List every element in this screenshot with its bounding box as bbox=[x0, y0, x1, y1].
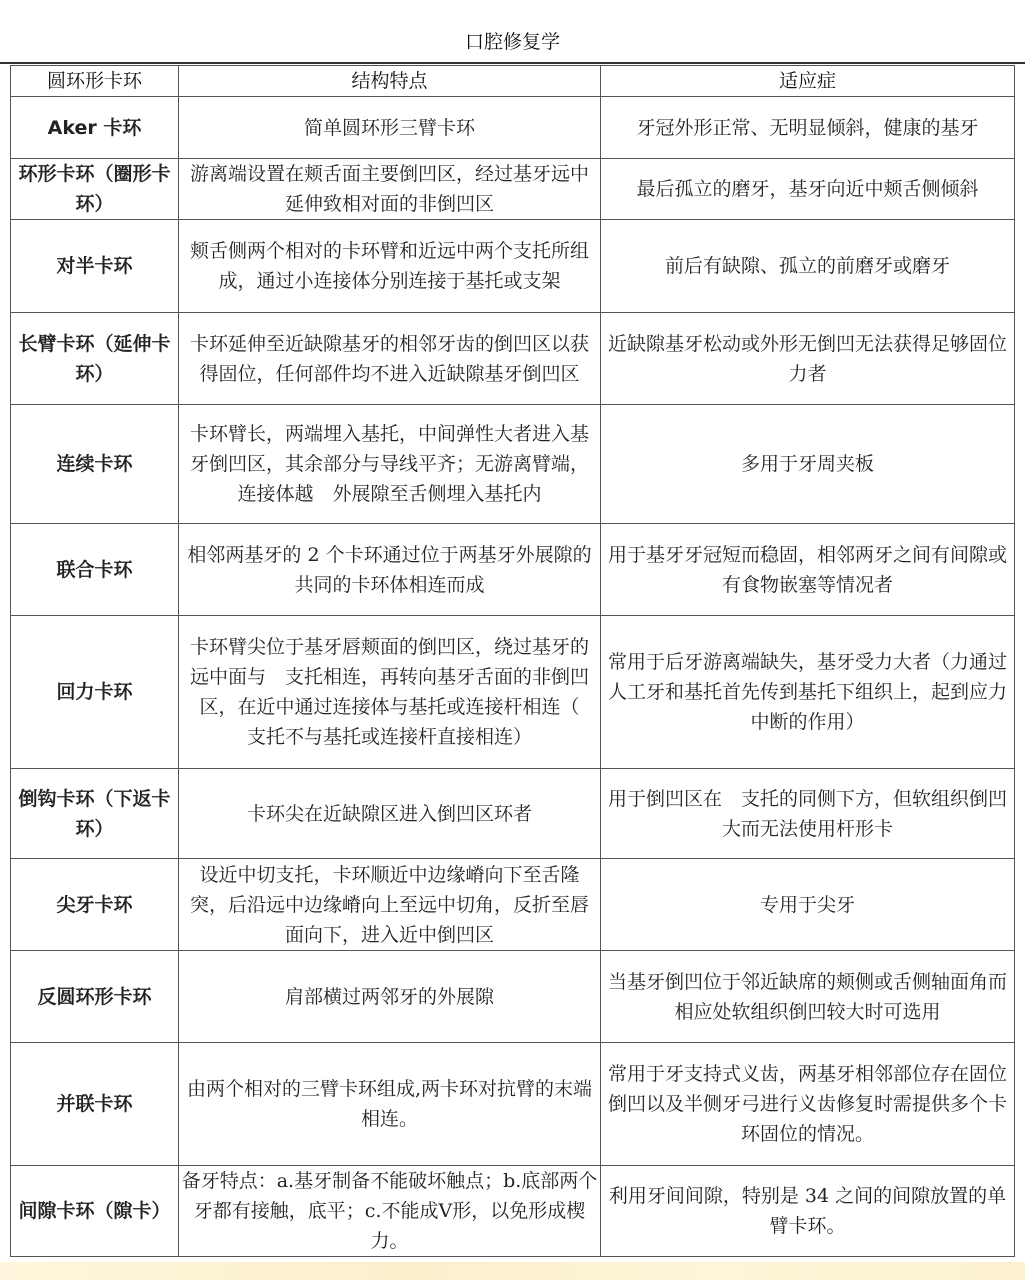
clasp-indication: 常用于后牙游离端缺失，基牙受力大者（力通过人工牙和基托首先传到基托下组织上，起到应力中断的作用） bbox=[601, 616, 1015, 769]
page-title: 口腔修复学 bbox=[464, 31, 560, 53]
clasp-structure: 颊舌侧两个相对的卡环臂和近远中两个支托所组成，通过小连接体分别连接于基托或支架 bbox=[179, 220, 601, 313]
clasp-indication: 近缺隙基牙松动或外形无倒凹无法获得足够固位力者 bbox=[601, 313, 1015, 405]
header-clasp-type: 圆环形卡环 bbox=[11, 66, 179, 97]
table-row bbox=[11, 524, 1015, 616]
table-row bbox=[11, 1043, 1015, 1166]
clasp-name: 连续卡环 bbox=[11, 405, 179, 524]
clasp-name: 尖牙卡环 bbox=[11, 859, 179, 951]
table-row bbox=[11, 859, 1015, 951]
table-row bbox=[11, 769, 1015, 859]
table-row bbox=[11, 313, 1015, 405]
clasp-indication: 利用牙间间隙，特别是 34 之间的间隙放置的单臂卡环。 bbox=[601, 1166, 1015, 1257]
table-row bbox=[11, 220, 1015, 313]
bottom-page-edge bbox=[0, 1262, 1025, 1280]
clasp-structure: 卡环臂尖位于基牙唇颊面的倒凹区，绕过基牙的远中面与 支托相连，再转向基牙舌面的非倒凹区，在近中通过连接体与基托或连接杆相连（ 支托不与基托或连接杆直接相连） bbox=[179, 616, 601, 769]
clasp-structure: 相邻两基牙的 2 个卡环通过位于两基牙外展隙的共同的卡环体相连而成 bbox=[179, 524, 601, 616]
clasp-indication: 最后孤立的磨牙，基牙向近中颊舌侧倾斜 bbox=[601, 159, 1015, 220]
clasp-name: 反圆环形卡环 bbox=[11, 951, 179, 1043]
clasp-structure: 由两个相对的三臂卡环组成,两卡环对抗臂的末端相连。 bbox=[179, 1043, 601, 1166]
clasp-name: 长臂卡环（延伸卡环） bbox=[11, 313, 179, 405]
header-structure: 结构特点 bbox=[179, 66, 601, 97]
clasp-structure: 卡环延伸至近缺隙基牙的相邻牙齿的倒凹区以获得固位，任何部件均不进入近缺隙基牙倒凹区 bbox=[179, 313, 601, 405]
clasp-structure: 设近中切支托，卡环顺近中边缘嵴向下至舌隆突，后沿远中边缘嵴向上至远中切角，反折至唇面向下，进入近中倒凹区 bbox=[179, 859, 601, 951]
clasp-indication: 用于倒凹区在 支托的同侧下方，但软组织倒凹大而无法使用杆形卡 bbox=[601, 769, 1015, 859]
clasp-structure: 肩部横过两邻牙的外展隙 bbox=[179, 951, 601, 1043]
table-row bbox=[11, 405, 1015, 524]
table-row bbox=[11, 951, 1015, 1043]
clasp-indication: 前后有缺隙、孤立的前磨牙或磨牙 bbox=[601, 220, 1015, 313]
clasp-name: 并联卡环 bbox=[11, 1043, 179, 1166]
clasp-name: 联合卡环 bbox=[11, 524, 179, 616]
clasp-name: 对半卡环 bbox=[11, 220, 179, 313]
clasp-indication: 牙冠外形正常、无明显倾斜，健康的基牙 bbox=[601, 97, 1015, 159]
clasp-indication: 专用于尖牙 bbox=[601, 859, 1015, 951]
top-rule-divider bbox=[0, 62, 1025, 64]
table-row bbox=[11, 159, 1015, 220]
clasp-name: 回力卡环 bbox=[11, 616, 179, 769]
clasp-indication: 用于基牙牙冠短而稳固，相邻两牙之间有间隙或有食物嵌塞等情况者 bbox=[601, 524, 1015, 616]
clasp-name: 间隙卡环（隙卡） bbox=[11, 1166, 179, 1257]
clasp-structure: 简单圆环形三臂卡环 bbox=[179, 97, 601, 159]
table-row bbox=[11, 97, 1015, 159]
clasp-name: Aker 卡环 bbox=[11, 97, 179, 159]
table-row bbox=[11, 616, 1015, 769]
header-indication: 适应症 bbox=[601, 66, 1015, 97]
clasp-structure: 卡环臂长，两端埋入基托，中间弹性大者进入基牙倒凹区，其余部分与导线平齐；无游离臂端，连接体越 外展隙至舌侧埋入基托内 bbox=[179, 405, 601, 524]
clasp-structure: 游离端设置在颊舌面主要倒凹区，经过基牙远中延伸致相对面的非倒凹区 bbox=[179, 159, 601, 220]
table-row bbox=[11, 1166, 1015, 1257]
clasp-name: 倒钩卡环（下返卡环） bbox=[11, 769, 179, 859]
table-header-row bbox=[11, 66, 1015, 97]
clasp-comparison-table bbox=[10, 65, 1015, 1257]
clasp-structure: 备牙特点：a.基牙制备不能破坏触点；b.底部两个牙都有接触，底平；c.不能成V形，以免形成楔力。 bbox=[179, 1166, 601, 1257]
clasp-indication: 多用于牙周夹板 bbox=[601, 405, 1015, 524]
clasp-structure: 卡环尖在近缺隙区进入倒凹区环者 bbox=[179, 769, 601, 859]
clasp-name: 环形卡环（圈形卡环） bbox=[11, 159, 179, 220]
clasp-indication: 当基牙倒凹位于邻近缺席的颊侧或舌侧轴面角而相应处软组织倒凹较大时可选用 bbox=[601, 951, 1015, 1043]
clasp-indication: 常用于牙支持式义齿，两基牙相邻部位存在固位倒凹以及半侧牙弓进行义齿修复时需提供多个卡环固位的情况。 bbox=[601, 1043, 1015, 1166]
